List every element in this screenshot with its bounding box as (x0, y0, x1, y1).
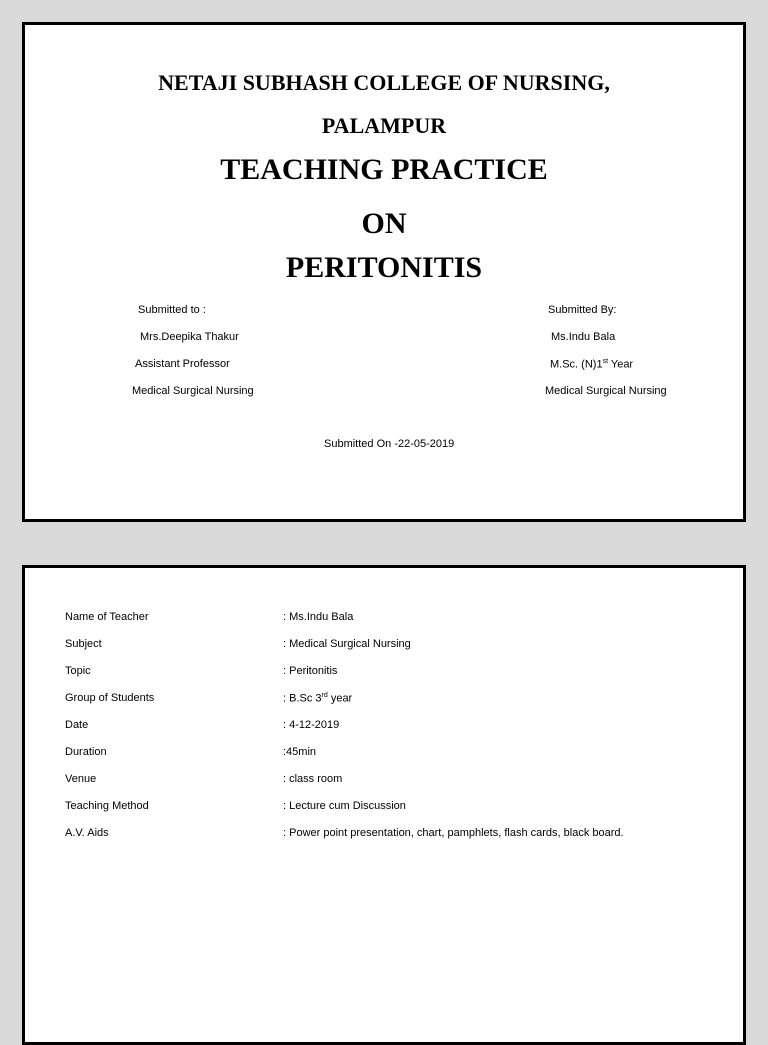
detail-row-teacher (25, 611, 743, 627)
submitted-by-department: Medical Surgical Nursing (545, 385, 667, 397)
detail-row-av-aids (25, 827, 743, 843)
detail-row-group (25, 692, 743, 708)
title-line3: PERITONITIS (285, 251, 483, 284)
detail-value: : Lecture cum Discussion (283, 800, 406, 812)
title-line1: TEACHING PRACTICE (220, 153, 548, 186)
detail-label: Topic (65, 665, 91, 677)
detail-row-venue (25, 773, 743, 789)
detail-row-subject (25, 638, 743, 654)
detail-label: Group of Students (65, 692, 155, 704)
detail-row-duration (25, 746, 743, 762)
cover-page (22, 22, 746, 522)
submitted-to-designation: Assistant Professor (135, 358, 230, 370)
detail-label: A.V. Aids (65, 827, 109, 839)
detail-row-method (25, 800, 743, 816)
title-line2: ON (361, 207, 407, 240)
detail-label: Duration (65, 746, 107, 758)
detail-label: Teaching Method (65, 800, 149, 812)
detail-label: Venue (65, 773, 97, 785)
detail-value: : Medical Surgical Nursing (283, 638, 411, 650)
submitted-by-name: Ms.Indu Bala (551, 331, 616, 343)
detail-value: : Peritonitis (283, 665, 338, 677)
detail-label: Name of Teacher (65, 611, 149, 623)
college-name-line1: NETAJI SUBHASH COLLEGE OF NURSING, (158, 70, 610, 95)
submitted-to-department: Medical Surgical Nursing (132, 385, 254, 397)
submitted-to-heading: Submitted to : (138, 304, 206, 316)
detail-value: : 4-12-2019 (283, 719, 340, 731)
submitted-by-course: M.Sc. (N)1st Year (550, 358, 634, 371)
submitted-by-heading: Submitted By: (548, 304, 617, 316)
submitted-to-name: Mrs.Deepika Thakur (140, 331, 239, 343)
submitted-on: Submitted On -22-05-2019 (324, 438, 455, 450)
detail-value: : Power point presentation, chart, pamphlets, flash cards, black board. (283, 827, 624, 839)
detail-value: :45min (283, 746, 317, 758)
detail-label: Subject (65, 638, 102, 650)
detail-row-date (25, 719, 743, 735)
details-page (22, 565, 746, 1045)
detail-label: Date (65, 719, 89, 731)
detail-value: : class room (283, 773, 343, 785)
college-name-line2: PALAMPUR (321, 113, 447, 138)
detail-value: : B.Sc 3rd year (283, 692, 353, 705)
detail-value: : Ms.Indu Bala (283, 611, 354, 623)
detail-row-topic (25, 665, 743, 681)
